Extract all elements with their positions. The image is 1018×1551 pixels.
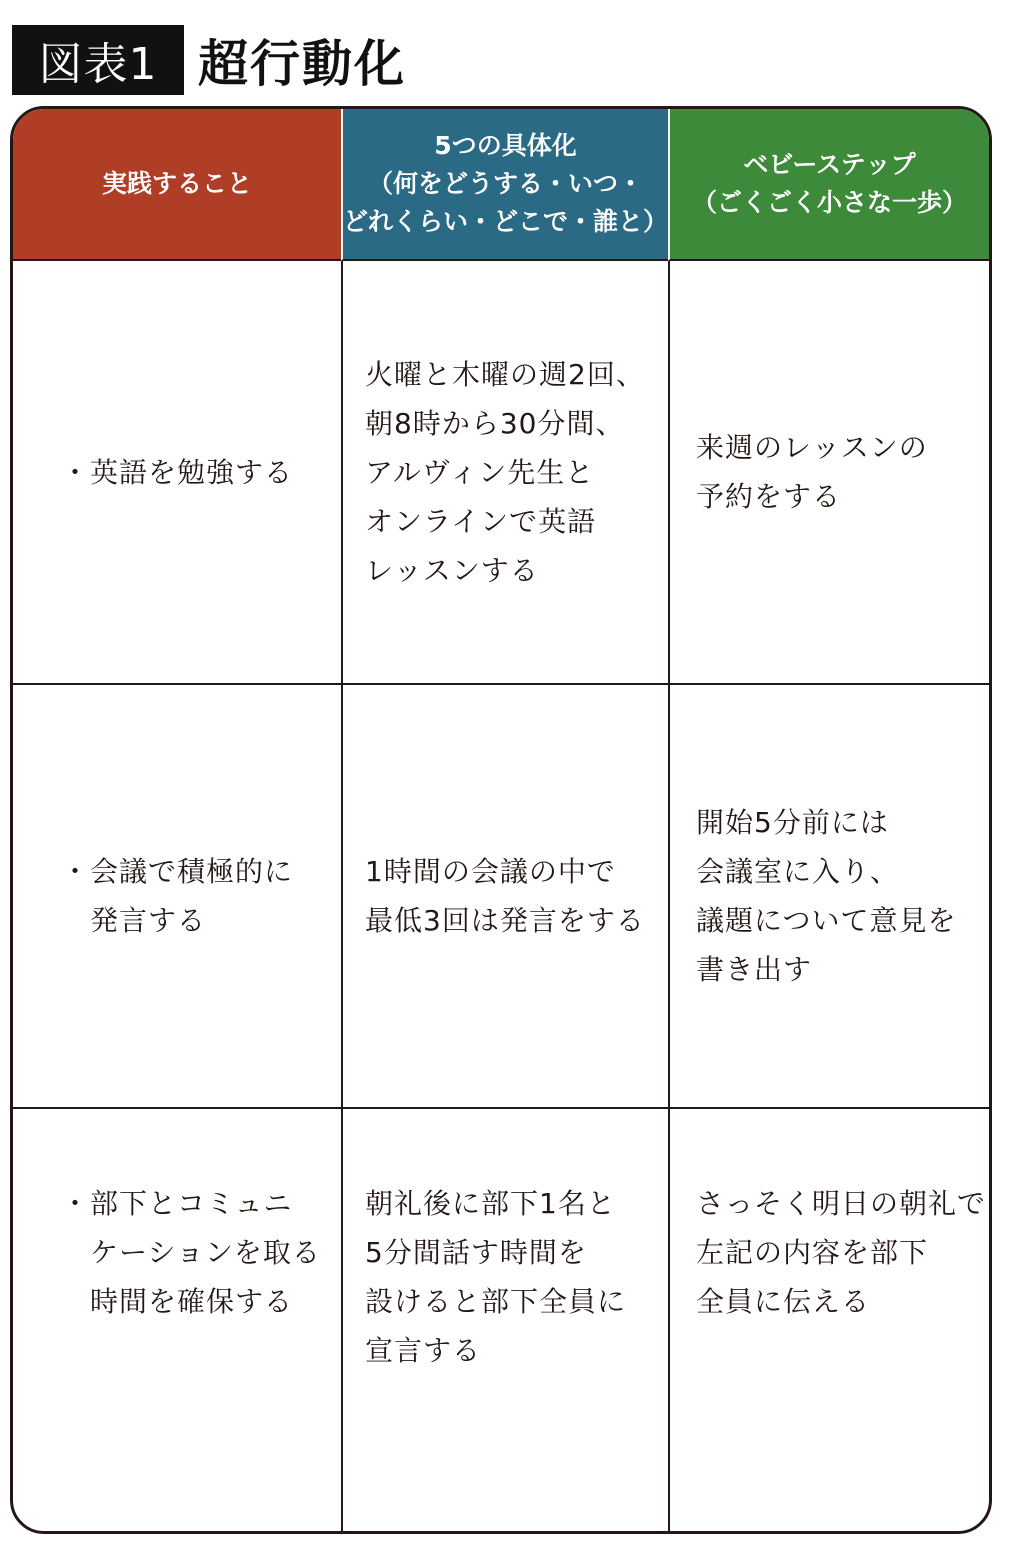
cell-line: レッスンする: [365, 553, 539, 587]
cell-line: ・英語を勉強する: [61, 455, 294, 489]
cell-line: オンラインで英語: [365, 504, 597, 538]
figure-title: 超行動化: [198, 35, 406, 93]
row3-specifics-cell: [341, 1109, 668, 1531]
cell-line: 書き出す: [696, 953, 813, 986]
cell-line: 火曜と木曜の週2回、: [365, 357, 645, 391]
header-line: ベビーステップ: [743, 150, 916, 179]
figure-title-row: [12, 24, 406, 96]
cell-line: さっそく明日の朝礼で: [696, 1187, 987, 1220]
cell-line: 朝礼後に部下1名と: [365, 1187, 616, 1220]
header-line: 5つの具体化: [434, 131, 577, 160]
header-practice: [13, 109, 341, 261]
cell-line: 1時間の会議の中で: [365, 855, 616, 888]
cell-line: ・部下とコミュニ: [61, 1187, 293, 1220]
cell-line: ケーションを取る: [61, 1236, 321, 1269]
cell-line: 全員に伝える: [696, 1285, 871, 1318]
cell-line: ・会議で積極的に: [61, 855, 294, 888]
cell-line: 左記の内容を部下: [696, 1236, 929, 1269]
header-five-specifics: [341, 109, 668, 261]
cell-line: 開始5分前には: [696, 806, 889, 839]
cell-line: 宣言する: [365, 1334, 482, 1367]
cell-line: 来週のレッスンの: [696, 431, 928, 464]
action-table: [10, 106, 992, 1534]
row2-practice-cell: [13, 685, 341, 1109]
row3-babystep-cell: [668, 1109, 989, 1531]
cell-line: 予約をする: [696, 480, 842, 513]
cell-line: 時間を確保する: [61, 1285, 294, 1318]
header-line: 実践すること: [101, 169, 252, 198]
row3-practice-cell: [13, 1109, 341, 1531]
cell-line: 議題について意見を: [696, 904, 957, 937]
cell-line: アルヴィン先生と: [365, 455, 595, 489]
row1-practice-cell: [13, 261, 341, 685]
cell-line: 最低3回は発言をする: [365, 904, 645, 937]
cell-line: 設けると部下全員に: [365, 1285, 627, 1318]
cell-line: 5分間話す時間を: [365, 1236, 587, 1269]
header-baby-step: [668, 109, 989, 261]
header-line: （ごくごく小さな一歩）: [691, 188, 967, 217]
row1-specifics-cell: [341, 261, 668, 685]
cell-line: 発言する: [61, 904, 207, 937]
cell-line: 会議室に入り、: [696, 855, 900, 888]
row2-specifics-cell: [341, 685, 668, 1109]
header-line: （何をどうする・いつ・: [367, 169, 643, 198]
row2-babystep-cell: [668, 685, 989, 1109]
header-line: どれくらい・どこで・誰と）: [343, 207, 669, 236]
row1-babystep-cell: [668, 261, 989, 685]
cell-line: 朝8時から30分間、: [365, 406, 625, 440]
figure-label: 図表1: [12, 25, 184, 95]
